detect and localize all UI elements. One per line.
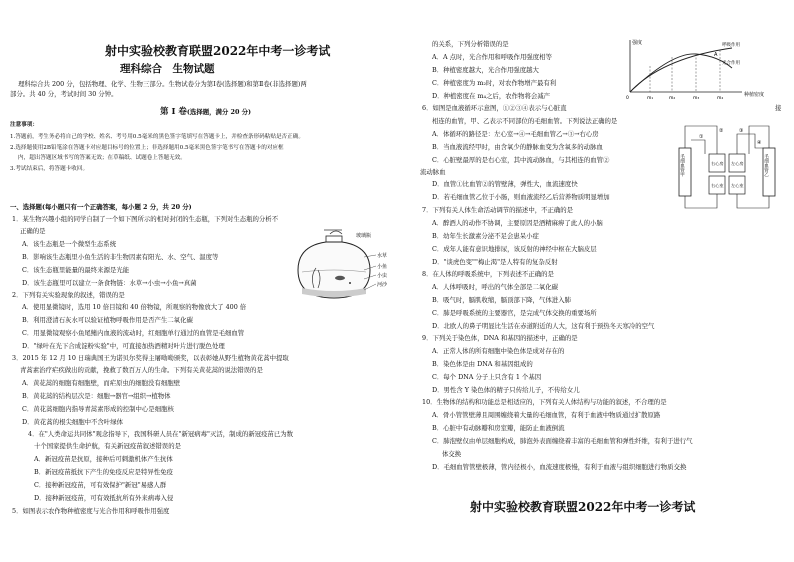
notes-heading: 注意事项：: [10, 122, 38, 128]
q-line: A．体循环的路径是：左心室→④→毛细血管乙→③→右心房: [432, 130, 599, 138]
tick-label: 0: [626, 96, 629, 101]
q-line: D．种植密度在 m₄之后，农作物将会减产: [432, 92, 551, 100]
q-line: 3．2015 年 12 月 10 日瑞典国王为诺贝尔奖得主屠呦呦颁奖，以表彰她从野生植物黄花蒿中提取: [12, 354, 289, 362]
q-line: 7．下列有关人体生命活动调节的描述中，不正确的是: [422, 206, 574, 214]
vessel-number: ①: [699, 134, 704, 140]
note-line: 1.答题前，考生务必将自己的学校、姓名、考号用0.5毫米的黑色签字笔填写在答题卡上，并检查条形码粘贴是否正确。: [10, 134, 304, 140]
q-line: B．影响该生态瓶里小鱼生活的非生物因素有阳光、水、空气、温度等: [22, 253, 219, 261]
point-label: A: [714, 52, 718, 58]
x-axis-label: 种植密度: [744, 92, 765, 98]
section-heading: 一、选择题(每小题只有一个正确答案，每小题 2 分，共 20 分): [10, 203, 192, 211]
note-line: 内，超出答题区域书写的答案无效；在草稿纸、试题卷上答题无效。: [18, 155, 186, 161]
photosynthesis-curve: [630, 54, 732, 92]
vessel-number: ④: [757, 140, 762, 146]
q-line: 6．如图是血液循环示意图，①②③④表示与心脏直: [422, 104, 567, 112]
insect-icon: [349, 282, 351, 284]
q-line: C．每个 DNA 分子上只含有 1 个基因: [432, 373, 542, 381]
bottle-label: 河沙: [377, 282, 388, 288]
q-line: 5．如图表示农作物种植密度与光合作用和呼吸作用强度: [12, 507, 170, 515]
q-line: A．黄花蒿的细胞有细胞壁，而疟原虫的细胞没有细胞壁: [22, 379, 180, 387]
q-line: D．若毛细血管乙位于小肠，则血液流经乙后营养物质明显增加: [432, 193, 610, 201]
q-line: D．接种新冠疫苗，可有效抵抗所有外来病毒入侵: [34, 494, 174, 502]
q-line: B．当血液流经甲时，由含氧少的静脉血变为含氧多的动脉血: [432, 143, 603, 151]
y-axis-label: 强度: [632, 40, 643, 46]
q-line: B．幼年生长激素分泌不足会患呆小症: [432, 232, 539, 240]
q-line: 相连的血管，甲、乙表示不同部位的毛细血管。下列说法正确的是: [432, 117, 618, 125]
bottle-label: 小虫: [377, 273, 388, 279]
box-label: 左心房: [731, 161, 744, 166]
q-line: 正确的是: [20, 227, 46, 235]
q-line: C．心脏壁最厚的是右心室，其中流动脉血，与其相连的血管②: [432, 156, 610, 164]
q-line: B．新冠疫苗抵抗下产生的免疫反应是特异性免疫: [34, 468, 173, 476]
fish-icon: [335, 276, 345, 280]
eco-bottle-figure: [278, 228, 396, 302]
intro-line: 理科综合共 200 分，包括物理、化学、生物三部分。生物试卷分为第Ⅰ卷(选择题)和第Ⅱ卷(非选择题)两: [18, 80, 307, 88]
q-line: C．黄花蒿细胞内指导青蒿素形成的控制中心是细胞核: [22, 405, 174, 413]
bottle-cap: [326, 236, 342, 242]
sun-icon: [330, 231, 342, 234]
q-line: A．A 点时，光合作用和呼吸作用强度相等: [432, 53, 552, 61]
tick-label: m₂: [669, 96, 676, 101]
density-graph-figure: [622, 36, 772, 102]
q-line: A．该生态瓶是一个微型生态系统: [22, 240, 117, 248]
q-line-tail: 接: [775, 104, 782, 112]
note-line: 2.选择题使用2B铅笔涂在答题卡对应题目标号的位置上；非选择题用0.5毫米黑色签字笔书写在答题卡的对应框: [10, 145, 284, 151]
part-note: (选择题，满分 20 分): [186, 108, 252, 116]
q-line: A．新冠疫苗是抗原，接种后可刺激机体产生抗体: [34, 455, 173, 463]
vessel-number: ②: [719, 128, 724, 134]
box-label: 毛细血管甲: [679, 154, 685, 177]
q-line: 青蒿素治疗疟疾做出的贡献，挽救了数百万人的生命。下列有关黄花蒿的说法错误的是: [20, 366, 263, 374]
part-heading: [160, 105, 251, 117]
q-line: 8．在人体的呼吸系统中，下列表述不正确的是: [422, 270, 554, 278]
circulation-diagram-figure: [675, 120, 780, 215]
q-line: B．染色体是由 DNA 和基因组成的: [432, 360, 533, 368]
q-line: B．种植密度越大，光合作用强度越大: [432, 66, 539, 74]
q-line: D．"绿叶在光下合成淀粉实验"中，可直接加热酒精对叶片进行脱色处理: [22, 342, 225, 350]
bottle-label: 水草: [377, 253, 388, 259]
q-line: C．接种新冠疫苗，可有效保护"新冠"易感人群: [34, 481, 167, 489]
q-line: B．利用澄清石灰水可以验证植物呼吸作用是否产生二氧化碳: [22, 316, 193, 324]
q-line: A．骨小管管壁薄且周围缠绕着大量的毛细血管，有利于血液中物质通过扩散原路: [432, 411, 661, 419]
q-line: 1．某生物兴趣小组的同学自制了一个如下图所示的相对封闭的生态瓶，下列对生态瓶的分析不: [12, 215, 279, 223]
curve-label: 呼吸作用: [722, 43, 740, 48]
box-label: 左心室: [731, 183, 744, 188]
box-label: 毛细血管乙: [763, 154, 769, 177]
q-line: C．该生态瓶里能量的最终来源是光能: [22, 266, 130, 274]
vessel-path: [691, 140, 705, 154]
q-line: C．肺是呼吸系统的主要器官，是完成气体交换的重要场所: [432, 309, 597, 317]
q-line: 4．在"人类命运共同体"观念指导下，我国科研人员在"新冠病毒"灭活，制成的新冠疫苗已为数: [28, 430, 294, 438]
q-line: 9．下列关于染色体，DNA 和基因的描述中，正确的是: [422, 334, 578, 342]
box-label: 右心房: [711, 161, 724, 166]
intro-line: 部分。共 40 分，考试时间 30 分钟。: [10, 90, 118, 98]
part-label: 第 I 卷: [160, 107, 187, 117]
q-line: 的关系，下列分析错误的是: [432, 40, 509, 48]
q-line: A．人体呼吸时，呼出的气体全部是二氧化碳: [432, 283, 559, 291]
q-line: D．毛细血管管壁极薄，管内径极小，血流速度极慢，有利于血液与组织细胞进行物质交换: [432, 463, 687, 471]
q-line: A．醉酒人的动作不协调，主要原因是酒精麻痹了此人的小脑: [432, 219, 603, 227]
curve-label: 光合作用: [722, 61, 740, 66]
q-line: B．吸气时，膈肌收缩，膈顶部下降，气体进入肺: [432, 296, 571, 304]
box-label: 右心室: [711, 183, 724, 188]
q-line: B．心脏中有动脉瓣和房室瓣，能防止血液倒流: [432, 424, 565, 432]
q-line: C．种植密度为 m₂时，对农作物增产最有利: [432, 79, 557, 87]
q-line: 2．下列有关实验现象的叙述，错误的是: [12, 291, 125, 299]
q-line: C．肺泡壁仅由单层细胞构成，肺泡外表面缠绕着丰富的毛细血管和弹性纤维，有利于进行气: [432, 437, 693, 445]
q-line: C．成年人能有意识地排尿，该反射的神经中枢在大脑皮层: [432, 245, 597, 253]
note-line: 3.考试结束后，将答题卡收回。: [10, 166, 89, 172]
q-line: D．血管①比血管②的管壁薄，弹性大，血流速度快: [432, 180, 578, 188]
exam-title: 射中实验校教育联盟2022年中考一诊考试: [105, 44, 331, 58]
q-line: D．黄花蒿的根尖细胞中不含叶绿体: [22, 418, 123, 426]
tick-label: m₄: [717, 96, 724, 101]
q-line: A．使用显微镜时，选用 10 倍目镜和 40 倍物镜，所观察的物像放大了 400 倍: [22, 303, 247, 311]
q-line: D．"谈虎色变""梅止渴"是人特有的复杂反射: [432, 258, 558, 266]
vessel-number: ③: [739, 128, 744, 134]
q-line: D．该生态瓶里可以建立一条食物链：水草→小虫→小鱼→真菌: [22, 279, 197, 287]
q-line: C．用显微镜观察小鱼尾鳍内血液的流动时，红细胞单行通过的血管是毛细血管: [22, 329, 245, 337]
tick-label: m₃: [693, 96, 700, 101]
exam-subtitle: 理科综合 生物试题: [120, 63, 215, 75]
q-line: A．正常人体的所有细胞中染色体是成对存在的: [432, 347, 565, 355]
q-line: 体交换: [442, 450, 462, 458]
bottle-label: 小鱼: [377, 264, 388, 270]
q-line: D．男性含 Y 染色体的精子只传给儿子，不传给女儿: [432, 386, 580, 394]
q-line: D．北欧人的鼻子明显比生活在赤道附近的人大，这有利于预热冬天寒冷的空气: [432, 322, 655, 330]
q-line: B．黄花蒿的结构层次是：细胞→器官→组织→植物体: [22, 392, 171, 400]
q-line: 10．生物体的结构和功能总是相适应的，下列有关人体结构与功能的叙述，不合理的是: [422, 398, 667, 406]
tick-label: m₁: [647, 96, 654, 101]
bottle-top-label: 玻璃瓶: [356, 233, 372, 239]
footer-title: 射中实验校教育联盟2022年中考一诊考试: [470, 500, 696, 514]
q-line: 十个国家提供生命护航，有关新冠疫苗叙述错误的是: [34, 442, 181, 450]
q-line: 流动脉血: [420, 168, 446, 176]
